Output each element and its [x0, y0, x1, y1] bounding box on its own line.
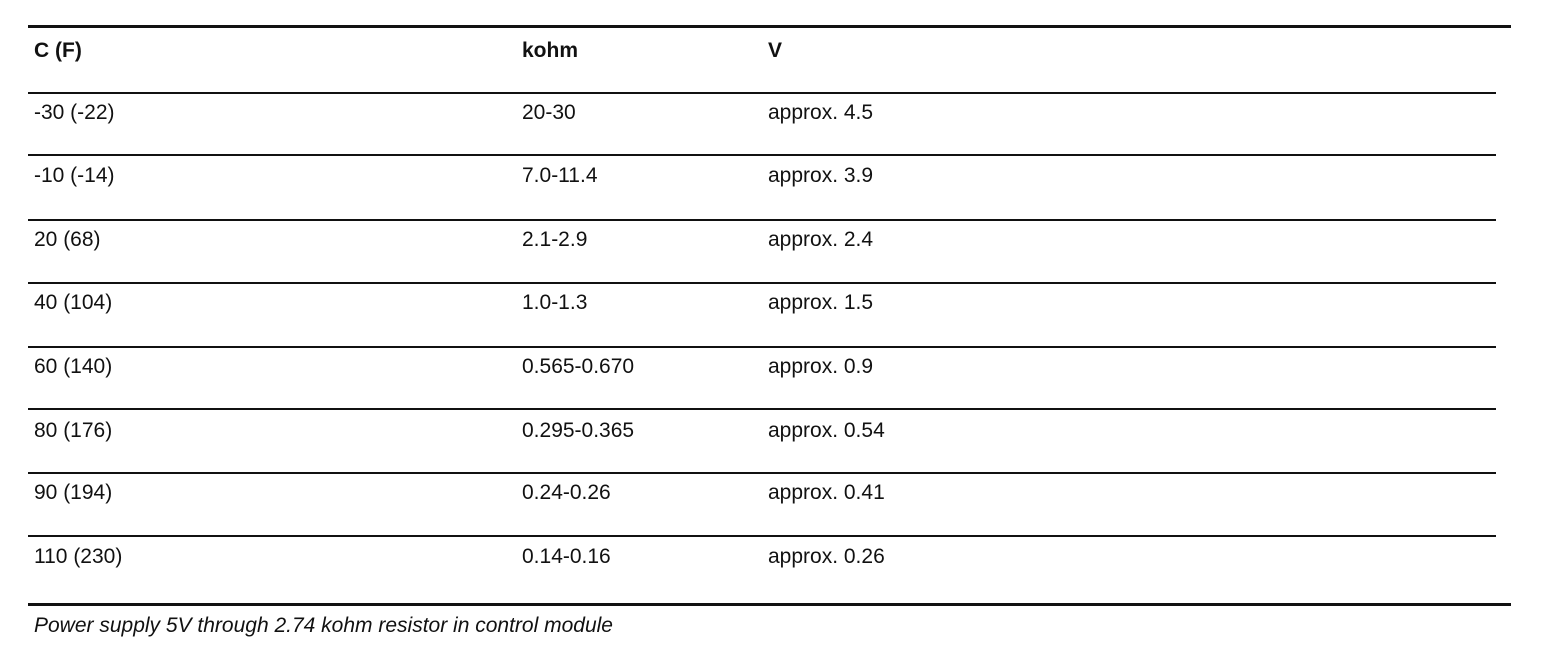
- header-voltage: V: [768, 39, 783, 62]
- row-divider: [28, 408, 1496, 410]
- cell-voltage: approx. 0.54: [768, 419, 885, 442]
- cell-resistance: 1.0-1.3: [522, 291, 588, 314]
- header-resistance: kohm: [522, 39, 579, 62]
- table-bottom-rule: [28, 603, 1511, 606]
- row-divider: [28, 219, 1496, 221]
- cell-resistance: 20-30: [522, 101, 576, 124]
- row-divider: [28, 282, 1496, 284]
- cell-resistance: 7.0-11.4: [522, 164, 598, 187]
- cell-temperature: 60 (140): [34, 355, 113, 378]
- row-divider: [28, 92, 1496, 94]
- cell-resistance: 0.14-0.16: [522, 545, 611, 568]
- cell-voltage: approx. 4.5: [768, 101, 874, 124]
- cell-temperature: 20 (68): [34, 228, 101, 251]
- row-divider: [28, 472, 1496, 474]
- header-temperature: C (F): [34, 39, 82, 62]
- row-divider: [28, 535, 1496, 537]
- cell-resistance: 0.24-0.26: [522, 481, 611, 504]
- cell-voltage: approx. 3.9: [768, 164, 874, 187]
- cell-resistance: 0.295-0.365: [522, 419, 635, 442]
- cell-temperature: -10 (-14): [34, 164, 115, 187]
- cell-temperature: 40 (104): [34, 291, 113, 314]
- table-top-rule: [28, 25, 1511, 28]
- table-footnote: Power supply 5V through 2.74 kohm resistor in control module: [34, 614, 613, 637]
- row-divider: [28, 154, 1496, 156]
- cell-voltage: approx. 0.9: [768, 355, 874, 378]
- cell-voltage: approx. 2.4: [768, 228, 874, 251]
- cell-voltage: approx. 0.26: [768, 545, 885, 568]
- cell-temperature: 110 (230): [34, 545, 123, 568]
- cell-resistance: 2.1-2.9: [522, 228, 588, 251]
- cell-voltage: approx. 0.41: [768, 481, 885, 504]
- cell-temperature: 80 (176): [34, 419, 113, 442]
- cell-temperature: -30 (-22): [34, 101, 115, 124]
- row-divider: [28, 346, 1496, 348]
- cell-voltage: approx. 1.5: [768, 291, 874, 314]
- cell-temperature: 90 (194): [34, 481, 113, 504]
- cell-resistance: 0.565-0.670: [522, 355, 635, 378]
